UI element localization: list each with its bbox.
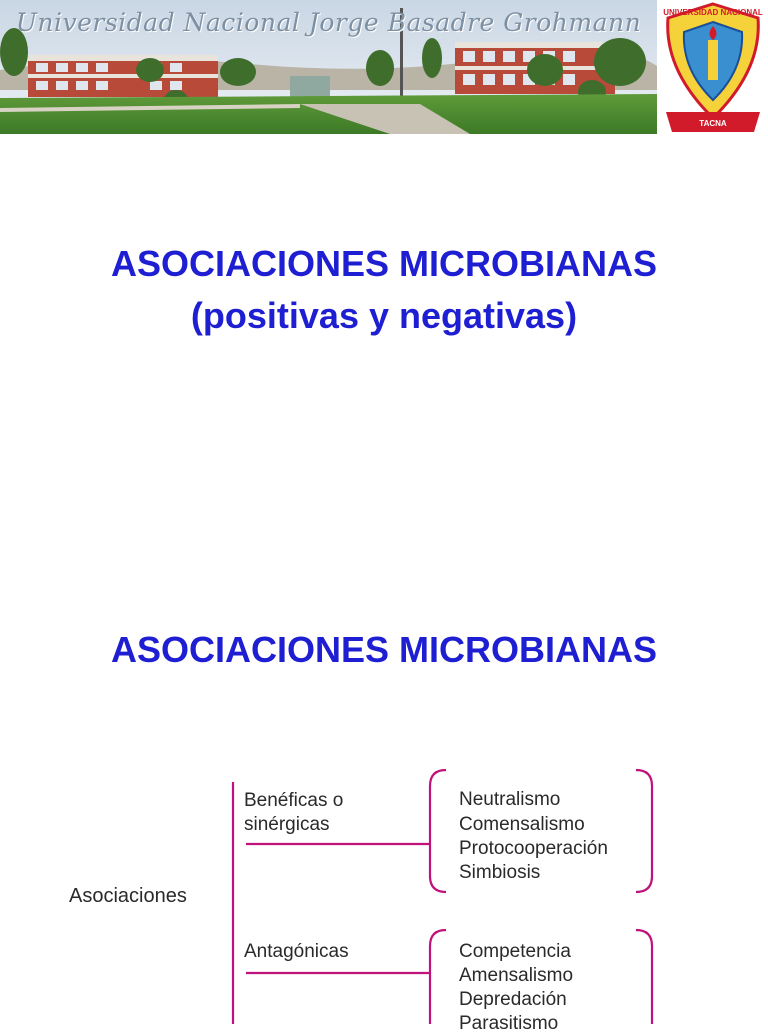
university-banner [0, 0, 768, 134]
university-crest [658, 0, 768, 134]
bracket-right-1 [636, 770, 652, 892]
slide1-title-line1: ASOCIACIONES MICROBIANAS [110, 243, 658, 284]
bracket-left-2 [430, 930, 446, 1024]
associations-diagram [0, 760, 768, 1034]
list-item: Comensalismo [459, 814, 585, 835]
root-label: Asociaciones [69, 885, 187, 907]
slide1-title [0, 238, 768, 342]
list-item: Amensalismo [459, 965, 574, 986]
list-item: Protocooperación [459, 838, 608, 859]
list-item: Neutralismo [459, 789, 561, 810]
branch-1-label-line1: Benéficas o [244, 790, 344, 811]
university-name: Universidad Nacional Jorge Basadre Grohmann [15, 8, 642, 37]
list-item: Competencia [459, 941, 571, 962]
list-item: Simbiosis [459, 862, 541, 883]
branch-1-label-line2: sinérgicas [244, 814, 330, 835]
crest-top-text: UNIVERSIDAD NACIONAL [663, 8, 763, 17]
bracket-left-1 [430, 770, 446, 892]
branch-2-label-line1: Antagónicas [244, 941, 349, 962]
list-item: Depredación [459, 989, 567, 1010]
slide2-title: ASOCIACIONES MICROBIANAS [110, 629, 658, 670]
slide1-title-line2: (positivas y negativas) [190, 295, 578, 336]
list-item: Parasitismo [459, 1013, 559, 1034]
crest-ribbon-text: TACNA [699, 119, 727, 128]
bracket-right-2 [636, 930, 652, 1024]
